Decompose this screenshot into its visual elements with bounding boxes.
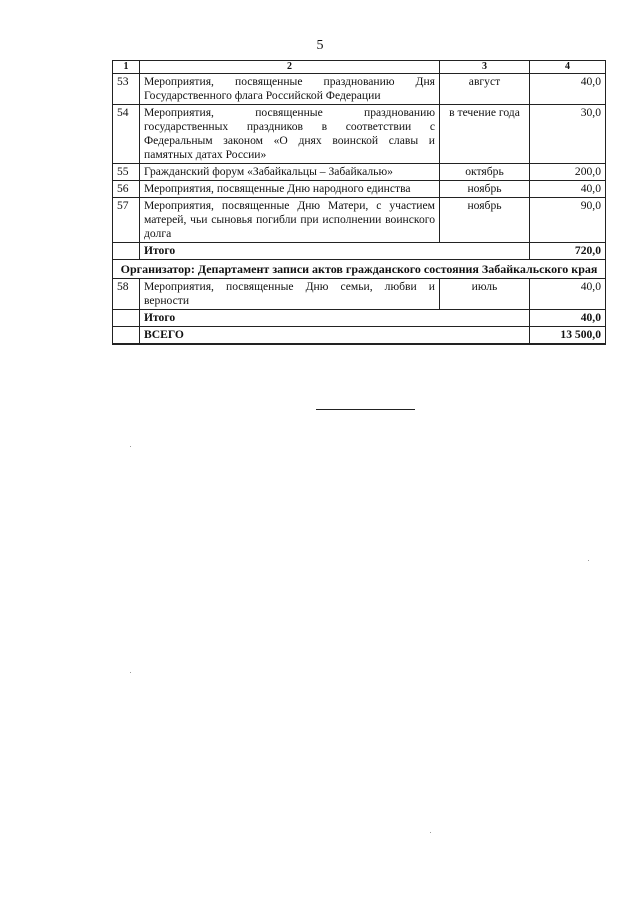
- row-number: 56: [113, 181, 140, 198]
- event-amount: 90,0: [530, 198, 606, 243]
- subtotal-row: [113, 310, 606, 327]
- event-name: Мероприятия, посвященные Дню семьи, любви и верности: [140, 279, 440, 310]
- scan-speck: [588, 560, 589, 561]
- header-cell-2: 2: [140, 61, 440, 74]
- row-number: 58: [113, 279, 140, 310]
- event-name: Гражданский форум «Забайкальцы – Забайкалью»: [140, 164, 440, 181]
- table-row: [113, 181, 606, 198]
- table-row: [113, 279, 606, 310]
- row-number: 55: [113, 164, 140, 181]
- budget-table: [112, 60, 606, 345]
- table-header-row: [113, 61, 606, 74]
- organizer-section-row: [113, 260, 606, 279]
- event-amount: 30,0: [530, 105, 606, 164]
- row-number: 54: [113, 105, 140, 164]
- event-period: октябрь: [440, 164, 530, 181]
- event-period: ноябрь: [440, 198, 530, 243]
- event-period: июль: [440, 279, 530, 310]
- event-period: август: [440, 74, 530, 105]
- scan-speck: [130, 672, 131, 673]
- event-amount: 40,0: [530, 279, 606, 310]
- grand-total-label: ВСЕГО: [140, 327, 530, 345]
- subtotal-amount: 720,0: [530, 243, 606, 260]
- scan-speck: [130, 446, 131, 447]
- event-name: Мероприятия, посвященные Дню Матери, с участием матерей, чьи сыновья погибли при исполнении воинского долга: [140, 198, 440, 243]
- page-number: 5: [316, 38, 324, 53]
- header-cell-4: 4: [530, 61, 606, 74]
- grand-total-amount: 13 500,0: [530, 327, 606, 345]
- header-cell-3: 3: [440, 61, 530, 74]
- grand-total-row: [113, 327, 606, 345]
- end-of-document-line: [316, 409, 415, 410]
- event-name: Мероприятия, посвященные празднованию Дня Государственного флага Российской Федерации: [140, 74, 440, 105]
- event-period: ноябрь: [440, 181, 530, 198]
- subtotal-amount: 40,0: [530, 310, 606, 327]
- empty-cell: [113, 243, 140, 260]
- event-amount: 200,0: [530, 164, 606, 181]
- table-row: [113, 198, 606, 243]
- event-period: в течение года: [440, 105, 530, 164]
- table-row: [113, 164, 606, 181]
- table-row: [113, 105, 606, 164]
- subtotal-row: [113, 243, 606, 260]
- subtotal-label: Итого: [140, 243, 530, 260]
- event-name: Мероприятия, посвященные празднованию государственных праздников в соответствии с Федеральным законом «О днях воинской славы и памятных датах России»: [140, 105, 440, 164]
- row-number: 53: [113, 74, 140, 105]
- scan-speck: [430, 832, 431, 833]
- empty-cell: [113, 310, 140, 327]
- event-amount: 40,0: [530, 181, 606, 198]
- header-cell-1: 1: [113, 61, 140, 74]
- event-amount: 40,0: [530, 74, 606, 105]
- event-name: Мероприятия, посвященные Дню народного единства: [140, 181, 440, 198]
- empty-cell: [113, 327, 140, 345]
- table-row: [113, 74, 606, 105]
- subtotal-label: Итого: [140, 310, 530, 327]
- row-number: 57: [113, 198, 140, 243]
- organizer-heading: Организатор: Департамент записи актов гражданского состояния Забайкальского края: [113, 260, 606, 279]
